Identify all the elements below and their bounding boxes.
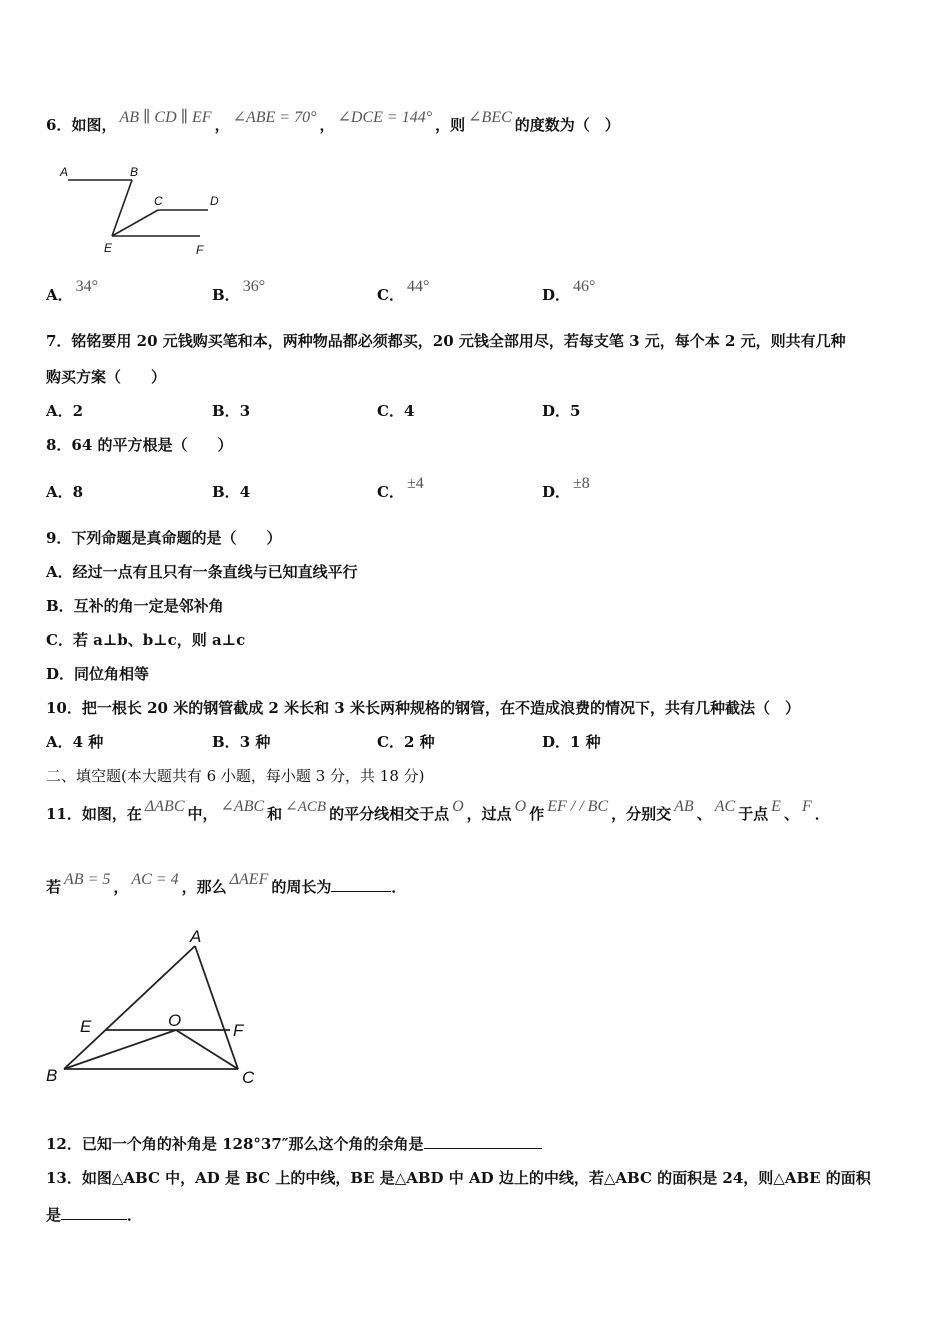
q11-label-o: O bbox=[168, 1011, 182, 1030]
q13-answer-blank[interactable] bbox=[61, 1205, 127, 1220]
q6-line-be bbox=[112, 180, 132, 236]
q6-option-a[interactable]: A． 34° bbox=[46, 278, 99, 304]
q6-option-b[interactable]: B． 36° bbox=[212, 278, 266, 304]
q6-label-e: E bbox=[104, 241, 113, 255]
q13-stem-line1: 13．如图△ABC 中，AD 是 BC 上的中线，BE 是△ABD 中 AD 边上的中线，若△ABC 的面积是 24，则△ABE 的面积 bbox=[46, 1169, 871, 1187]
q7-option-b[interactable]: B．3 bbox=[212, 402, 251, 420]
q8-option-a[interactable]: A．8 bbox=[46, 483, 84, 501]
q7-option-c[interactable]: C．4 bbox=[377, 402, 415, 420]
q7-stem-line2: 购买方案（ ） bbox=[46, 368, 167, 386]
section-2-heading: 二、填空题(本大题共有 6 小题，每小题 3 分，共 18 分) bbox=[46, 767, 425, 785]
q11-stem-line1: 11．如图，在 ΔABC 中， ∠ABC 和 ∠ACB 的平分线相交于点 O ，过点 O 作 EF / / BC ，分别交 AB 、 AC 于点 E 、 F ． bbox=[46, 798, 830, 823]
q9-option-a[interactable]: A．经过一点有且只有一条直线与已知直线平行 bbox=[46, 563, 358, 581]
q12-answer-blank[interactable] bbox=[424, 1134, 542, 1149]
q6-math-angle-dce: ∠DCE = 144° bbox=[337, 109, 433, 126]
q11-side-ab bbox=[64, 946, 195, 1069]
q11-label-c: C bbox=[242, 1068, 255, 1087]
q6-math-angle-abe: ∠ABE = 70° bbox=[232, 109, 317, 126]
q7-option-a[interactable]: A．2 bbox=[46, 402, 84, 420]
q6-number: 6． bbox=[46, 116, 72, 134]
q11-side-ac bbox=[195, 946, 238, 1069]
q6-label-d: D bbox=[210, 194, 219, 208]
q6-label-b: B bbox=[130, 165, 139, 179]
q11-label-f: F bbox=[233, 1021, 244, 1040]
q6-text-post: 的度数为（ ） bbox=[514, 116, 620, 134]
q6-option-c[interactable]: C． 44° bbox=[377, 278, 430, 304]
q11-label-b: B bbox=[46, 1066, 58, 1085]
q6-stem bbox=[46, 109, 910, 137]
q8-option-b[interactable]: B．4 bbox=[212, 483, 251, 501]
q11-label-a: A bbox=[190, 927, 202, 946]
q10-option-d[interactable]: D．1 种 bbox=[542, 733, 601, 751]
q11-stem-line2: 若 AB = 5 ， AC = 4 ，那么 ΔAEF 的周长为 ． bbox=[46, 871, 407, 896]
q6-math-angle-bec: ∠BEC bbox=[468, 109, 512, 126]
q6-label-f: F bbox=[196, 243, 204, 257]
q11-figure bbox=[40, 918, 270, 1093]
q6-sep1: ， bbox=[214, 116, 230, 134]
q6-math-parallel: AB ∥ CD ∥ EF bbox=[119, 109, 212, 126]
q9-option-d[interactable]: D．同位角相等 bbox=[46, 665, 150, 683]
q9-stem: 9．下列命题是真命题的是（ ） bbox=[46, 529, 282, 547]
q10-option-b[interactable]: B．3 种 bbox=[212, 733, 271, 751]
q8-stem: 8．64 的平方根是（ ） bbox=[46, 436, 233, 454]
q6-label-a: A bbox=[60, 165, 69, 179]
q6-label-c: C bbox=[154, 194, 163, 208]
q11-bisector-co bbox=[176, 1030, 238, 1069]
q11-label-e: E bbox=[80, 1017, 92, 1036]
q8-option-c[interactable]: C． ±4 bbox=[377, 475, 424, 501]
q9-option-b[interactable]: B．互补的角一定是邻补角 bbox=[46, 597, 224, 615]
q12-stem: 12．已知一个角的补角是 128°37″那么这个角的余角是 bbox=[46, 1133, 910, 1155]
q11-answer-blank[interactable] bbox=[331, 877, 391, 892]
q6-text-pre: 如图， bbox=[71, 116, 117, 134]
q6-line-ec bbox=[112, 210, 158, 236]
q10-stem: 10．把一根长 20 米的钢管截成 2 米长和 3 米长两种规格的钢管，在不造成浪费的情况下，共有几种截法（ ） bbox=[46, 699, 800, 717]
q7-option-d[interactable]: D．5 bbox=[542, 402, 581, 420]
q6-sep3: ，则 bbox=[435, 116, 466, 134]
q6-sep2: ， bbox=[319, 116, 335, 134]
q10-option-a[interactable]: A．4 种 bbox=[46, 733, 104, 751]
q6-option-d[interactable]: D． 46° bbox=[542, 278, 596, 304]
q10-option-c[interactable]: C．2 种 bbox=[377, 733, 435, 751]
q13-stem-line2: 是 ． bbox=[46, 1206, 143, 1224]
q6-figure bbox=[50, 160, 240, 260]
q7-stem-line1: 7．铭铭要用 20 元钱购买笔和本，两种物品都必须都买，20 元钱全部用尽，若每支笔 3 元，每个本 2 元，则共有几种 bbox=[46, 332, 846, 350]
q8-option-d[interactable]: D． ±8 bbox=[542, 475, 590, 501]
q9-option-c[interactable]: C．若 a⊥b、b⊥c，则 a⊥c bbox=[46, 631, 246, 649]
